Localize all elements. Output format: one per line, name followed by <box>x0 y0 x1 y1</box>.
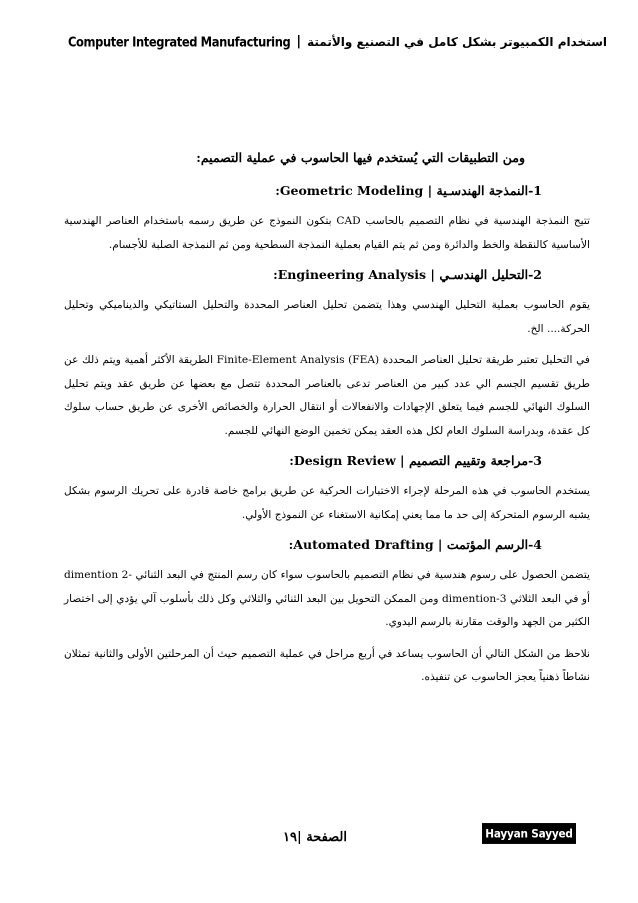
paragraph: نلاحظ من الشكل التالي أن الحاسوب يساعد في أربع مراحل في عملية التصميم حيث أن المرحلتين الأولى والثانية تمثلان نشاطاً ذهنياً يعجز الحاسوب عن تنفيذه. <box>64 647 590 683</box>
document-body <box>64 150 590 698</box>
section-engineering-analysis <box>64 267 590 443</box>
page-number: الصفحة |١٩ <box>282 830 347 845</box>
section-title: 4-الرسم المؤتمت | Automated Drafting: <box>288 537 542 552</box>
header-arabic-title: استخدام الكمبيوتر بشكل كامل في التصنيع والأتمتة <box>307 34 608 49</box>
paragraph: يتضمن الحصول على رسوم هندسية في نظام التصميم بالحاسوب سواء كان رسم المنتج في البعد الثنائي -2 dimention أو في البعد الثلاثي 3-dimention ومن الممكن التحويل بين البعد الثنائي والثلاثي وكل ذلك بأسلوب آلي يؤدي إلى اختصار الكثير من الجهد والوقت مقارنة بالرسم اليدوي. <box>64 569 590 628</box>
paragraph: يقوم الحاسوب بعملية التحليل الهندسي وهذا يتضمن تحليل العناصر المحددة والتحليل الستاتيكي والديناميكي وتحليل الحركة.... الخ. <box>64 299 590 335</box>
section-title: 1-النمذجة الهندسـية | Geometric Modeling: <box>275 183 542 198</box>
section-title: 3-مراجعة وتقييم التصميم | Design Review: <box>289 453 542 468</box>
section-geometric-modeling <box>64 183 590 257</box>
paragraph: تتيح النمذجة الهندسية في نظام التصميم بالحاسب CAD بتكون النموذج عن طريق رسمه باستخدام العناصر الهندسية الأساسية كالنقطة والخط والدائرة ومن ثم يتم القيام بعملية النمذجة السطحية ومن ثم النمذجة الصلبة للأجسام. <box>64 215 591 251</box>
header-left-group <box>68 34 307 49</box>
section-title: 2-التحليل الهندسـي | Engineering Analysis: <box>273 267 542 282</box>
page-header <box>68 33 608 50</box>
paragraph: في التحليل تعتبر طريقة تحليل العناصر المحددة (Finite-Element Analysis (FEA الطريقة الأكثر أهمية ويتم ذلك عن طريق تقسيم الجسم الي عدد كبير من العناصر تدعى بالعناصر المحددة تتصل مع بعضها عن طريق عقد ويتم تحليل السلوك النهائي للجسم فيما يتعلق الإجهادات والانفعالات أو انتقال الحرارة والخصائص الأخرى عن طريق حساب سلوك كل عقدة، وبدراسة السلوك العام لكل هذه العقد يمكن تخمين الوضع النهائي للجسم. <box>64 354 590 437</box>
author-brand-label: Hayyan Sayyed <box>482 823 576 844</box>
section-design-review <box>64 453 590 527</box>
header-english-title: Computer Integrated Manufacturing <box>68 33 291 50</box>
paragraph: يستخدم الحاسوب في هذه المرحلة لإجراء الاختبارات الحركية عن طريق برامج خاصة قادرة على تحريك الرسوم بشكل يشبه الرسوم المتحركة إلى حد ما مما يعني إمكانية الاستغناء عن النموذج الأولي. <box>64 485 590 521</box>
page-footer <box>0 824 638 854</box>
header-separator: | <box>296 34 302 49</box>
section-automated-drafting <box>64 537 590 690</box>
intro-heading: ومن التطبيقات التي يُستخدم فيها الحاسوب في عملية التصميم: <box>196 150 525 165</box>
